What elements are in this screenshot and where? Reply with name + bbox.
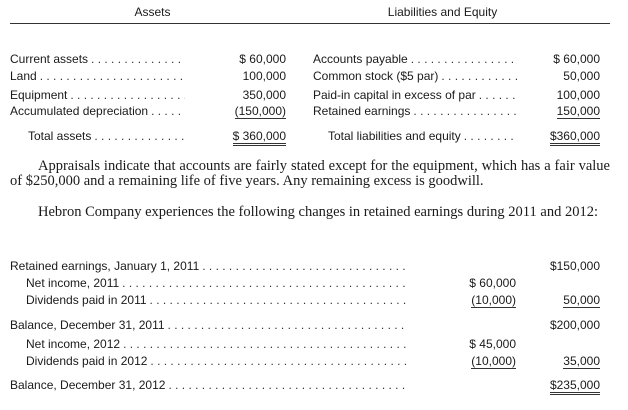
appraisal-paragraph: Appraisals indicate that accounts are fairly stated except for the equipment, which has a fair value of $250,000 and a remaining life of five years. Any remaining excess is goodwill. [10,158,610,189]
leader-dots [94,129,185,143]
schedule-row [26,337,408,351]
asset-label: Equipment [10,88,68,102]
asset-value: (150,000) [234,104,286,118]
schedule-total: $200,000 [549,318,600,332]
retained-earnings-intro: Hebron Company experiences the following changes in retained earnings during 2011 and 2012: [38,204,598,220]
schedule-total: 35,000 [563,354,600,368]
leader-dots [70,88,185,102]
schedule-row [26,354,408,368]
assets-header: Assets [134,5,171,19]
liability-label: Accounts payable [313,52,408,66]
leader-dots [150,354,408,368]
schedule-row [10,318,408,332]
leader-dots [202,259,408,273]
liabilities-header: Liabilities and Equity [387,5,498,19]
asset-value: 100,000 [242,69,286,83]
schedule-label: Dividends paid in 2012 [26,354,148,368]
schedule-label: Balance, December 31, 2012 [10,378,166,392]
liability-label: Common stock ($5 par) [313,69,439,83]
asset-row [10,88,185,102]
schedule-total: 50,000 [563,293,600,307]
leader-dots [413,104,518,118]
liability-label: Retained earnings [313,104,411,118]
total-liabilities-label: Total liabilities and equity [328,129,461,143]
liability-value: 150,000 [556,104,600,118]
total-liabilities-value: $360,000 [520,129,600,146]
schedule-label: Net income, 2011 [26,276,120,290]
schedule-amount: (10,000) [471,293,516,307]
liability-row [313,104,518,118]
leader-dots [479,88,518,102]
leader-dots [411,52,518,66]
leader-dots [122,276,408,290]
asset-row [10,69,185,83]
asset-label: Land [10,69,37,83]
schedule-total: $150,000 [549,259,600,273]
leader-dots [441,69,518,83]
schedule-amount: (10,000) [471,354,516,368]
schedule-label: Net income, 2012 [26,337,121,351]
schedule-amount: $ 60,000 [469,276,516,290]
total-assets-label: Total assets [28,129,92,143]
schedule-row [10,378,408,392]
leader-dots [91,52,185,66]
liability-row [313,69,518,83]
leader-dots [151,104,185,118]
schedule-row [10,259,408,273]
liability-row [313,88,518,102]
liability-value: 100,000 [556,88,600,102]
leader-dots [123,337,408,351]
leader-dots [168,378,408,392]
schedule-label: Retained earnings, January 1, 2011 [10,259,200,273]
asset-row [10,104,185,118]
liability-row [313,52,518,66]
leader-dots [168,318,408,332]
asset-row [10,52,185,66]
schedule-label: Dividends paid in 2011 [26,293,147,307]
schedule-row [26,276,408,290]
leader-dots [150,293,408,307]
asset-value: $ 60,000 [239,52,286,66]
schedule-total: $235,000 [520,378,600,395]
schedule-amount: $ 45,000 [469,337,516,351]
asset-label: Current assets [10,52,89,66]
liability-value: 50,000 [563,69,600,83]
asset-value: 350,000 [242,88,286,102]
schedule-row [26,293,408,307]
liability-value: $ 60,000 [553,52,600,66]
asset-label: Accumulated depreciation [10,104,149,118]
liability-label: Paid-in capital in excess of par [313,88,476,102]
leader-dots [40,69,185,83]
total-assets-row [28,129,185,143]
total-assets-value: $ 360,000 [210,129,286,146]
leader-dots [464,129,518,143]
schedule-label: Balance, December 31, 2011 [10,318,165,332]
total-liabilities-row [328,129,518,143]
header-rule [10,23,610,24]
